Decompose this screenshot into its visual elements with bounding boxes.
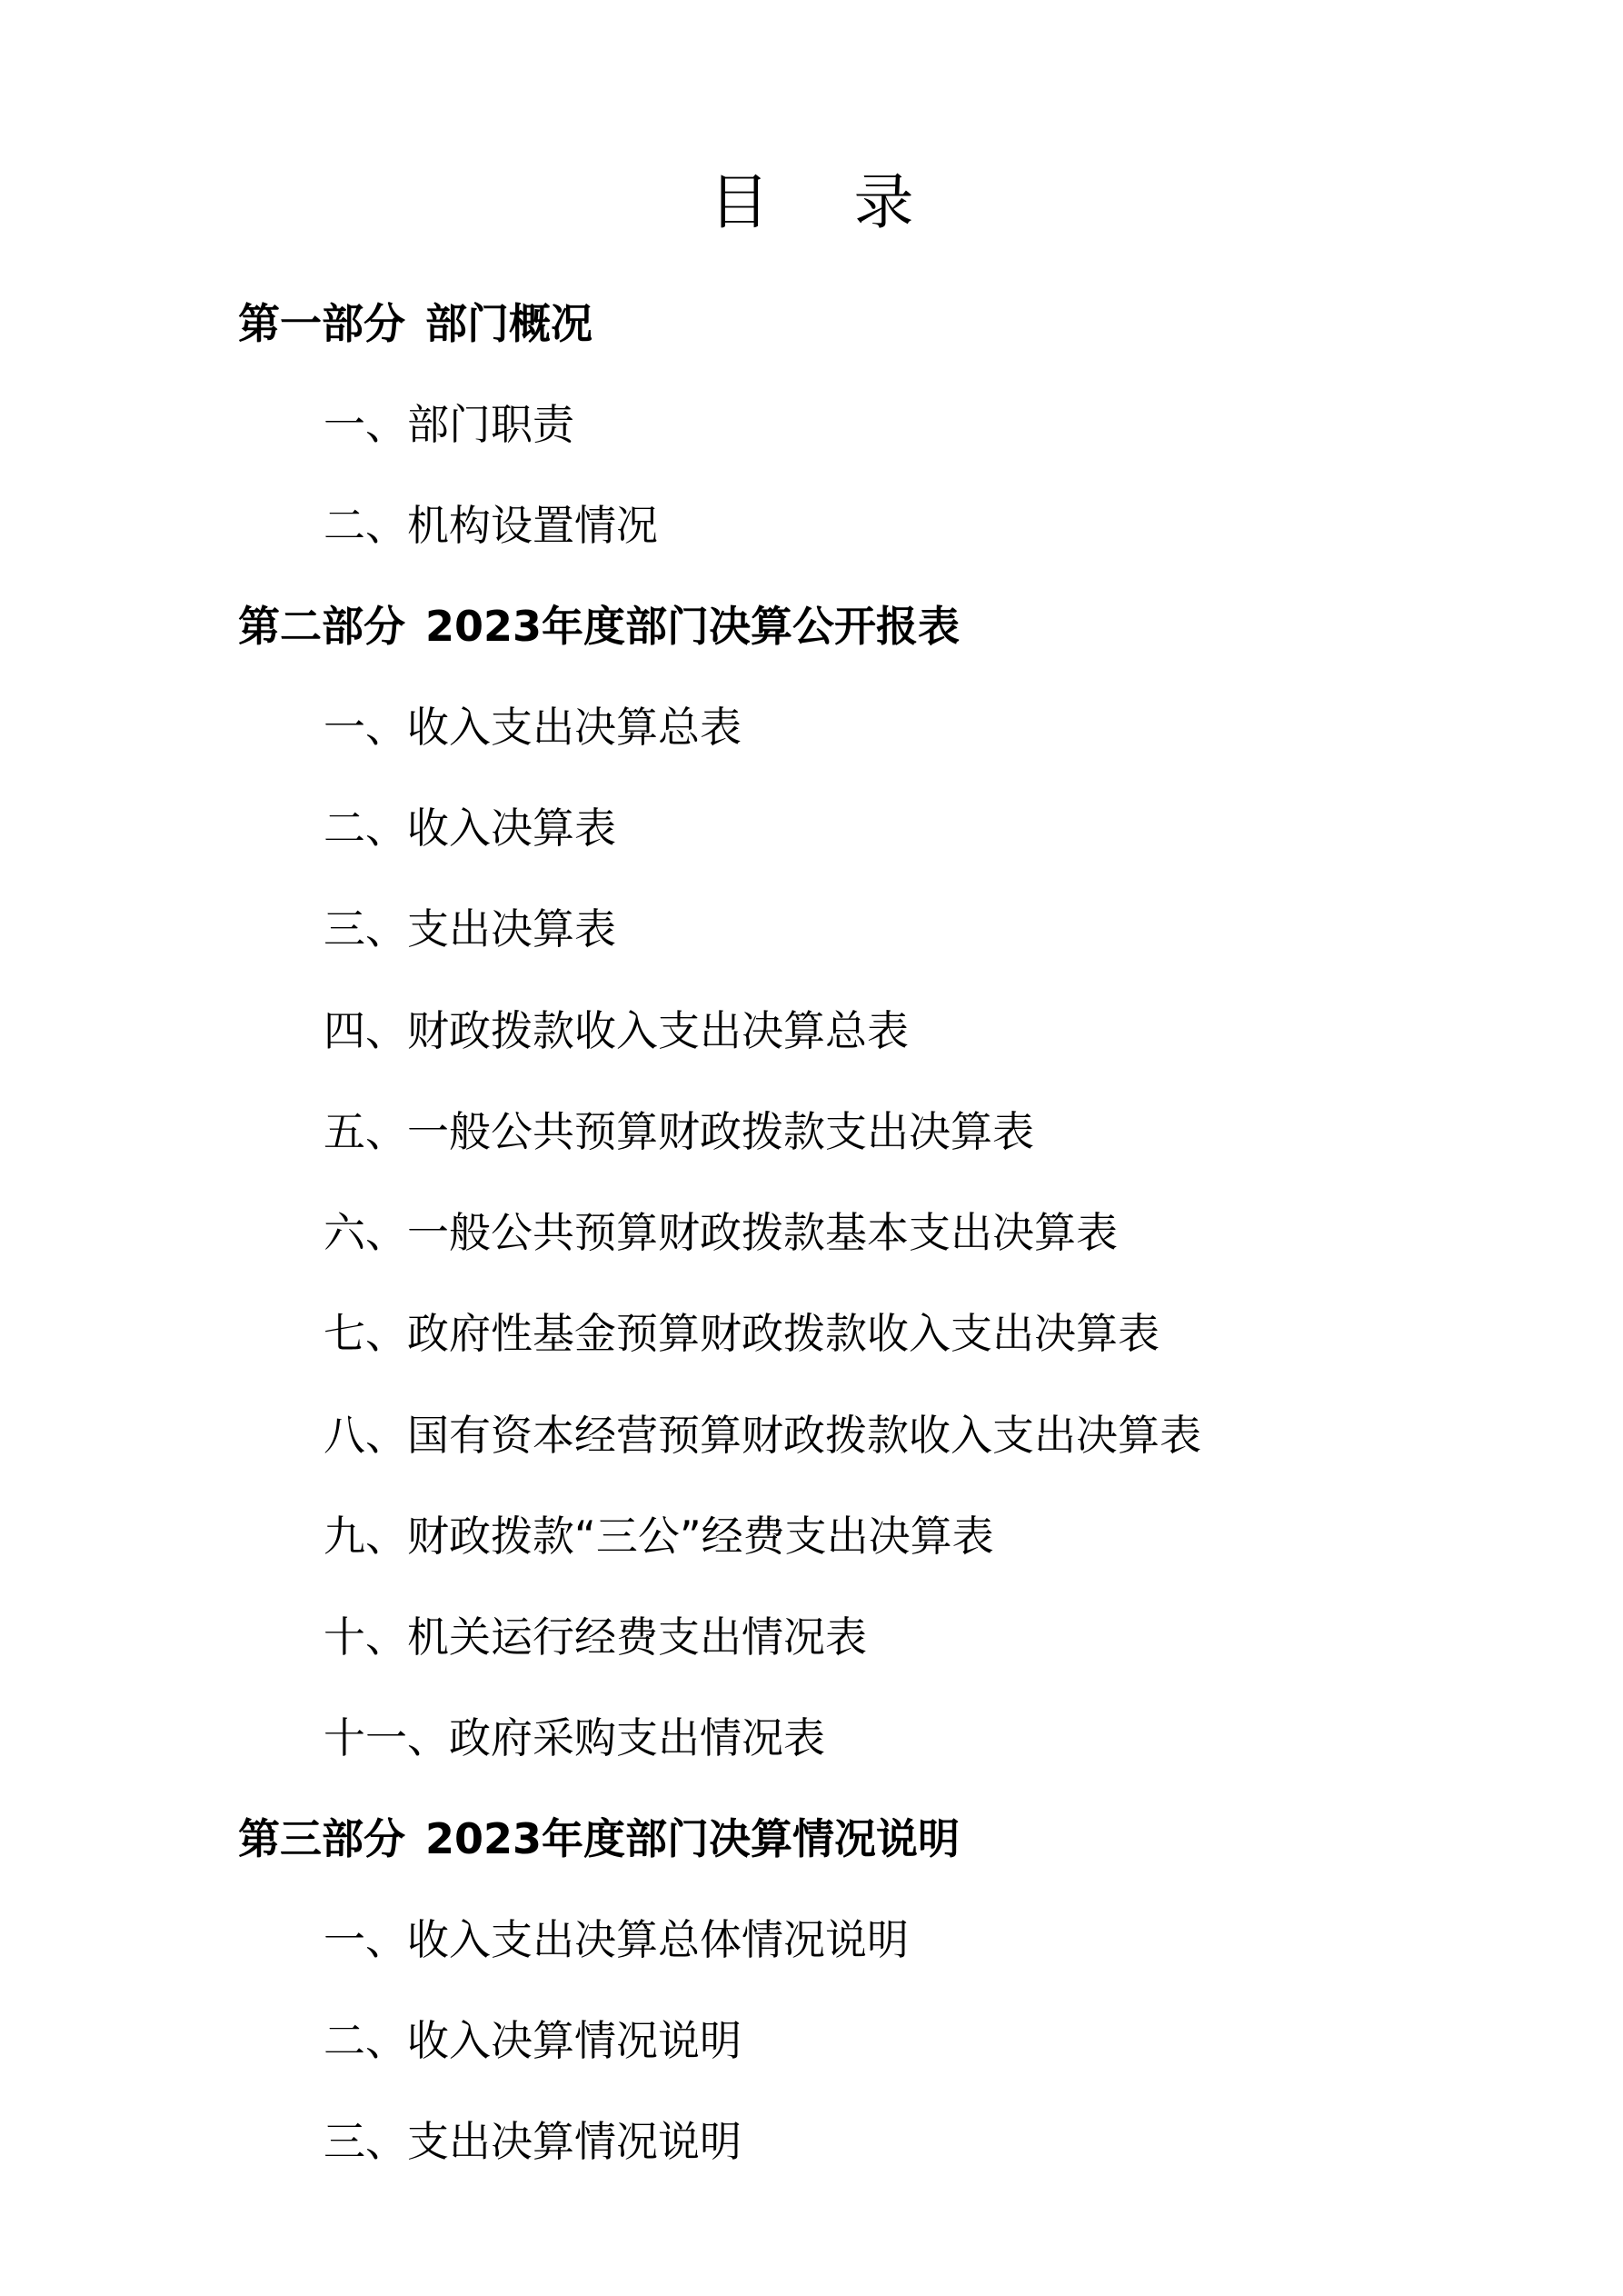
toc-item[interactable]: 九、财政拨款“三公”经费支出决算表 bbox=[324, 1512, 994, 1561]
toc-item[interactable]: 二、机构设置情况 bbox=[324, 501, 658, 550]
part-name: 2023年度部门决算公开报表 bbox=[425, 602, 961, 651]
toc-item[interactable]: 二、收入决算情况说明 bbox=[324, 2016, 742, 2065]
toc-part-2[interactable] bbox=[238, 599, 960, 654]
toc-title: 目 录 bbox=[709, 167, 947, 237]
toc-item[interactable]: 二、收入决算表 bbox=[324, 804, 616, 853]
toc-item[interactable]: 十一、政府采购支出情况表 bbox=[324, 1713, 825, 1762]
toc-item[interactable]: 一、收入支出决算总体情况说明 bbox=[324, 1915, 909, 1964]
toc-item[interactable]: 五、一般公共预算财政拨款支出决算表 bbox=[324, 1107, 1034, 1156]
toc-item[interactable]: 一、部门职责 bbox=[324, 400, 574, 449]
part-label: 第三部分 bbox=[238, 1814, 405, 1863]
part-name: 部门概况 bbox=[425, 299, 592, 348]
toc-item[interactable]: 三、支出决算表 bbox=[324, 904, 616, 953]
toc-part-1[interactable] bbox=[238, 296, 592, 351]
toc-item[interactable]: 七、政府性基金预算财政拨款收入支出决算表 bbox=[324, 1309, 1160, 1358]
part-name: 2023年度部门决算情况说明 bbox=[425, 1814, 961, 1863]
toc-item[interactable]: 四、财政拨款收入支出决算总表 bbox=[324, 1006, 909, 1055]
toc-item[interactable]: 三、支出决算情况说明 bbox=[324, 2117, 742, 2166]
toc-item[interactable]: 一、收入支出决算总表 bbox=[324, 703, 742, 752]
toc-item[interactable]: 十、机关运行经费支出情况表 bbox=[324, 1612, 867, 1662]
toc-item[interactable]: 八、国有资本经营预算财政拨款收入支出决算表 bbox=[324, 1411, 1201, 1460]
toc-part-3[interactable] bbox=[238, 1812, 960, 1866]
part-label: 第一部分 bbox=[238, 299, 405, 348]
toc-item[interactable]: 六、一般公共预算财政拨款基本支出决算表 bbox=[324, 1208, 1118, 1257]
part-label: 第二部分 bbox=[238, 602, 405, 651]
